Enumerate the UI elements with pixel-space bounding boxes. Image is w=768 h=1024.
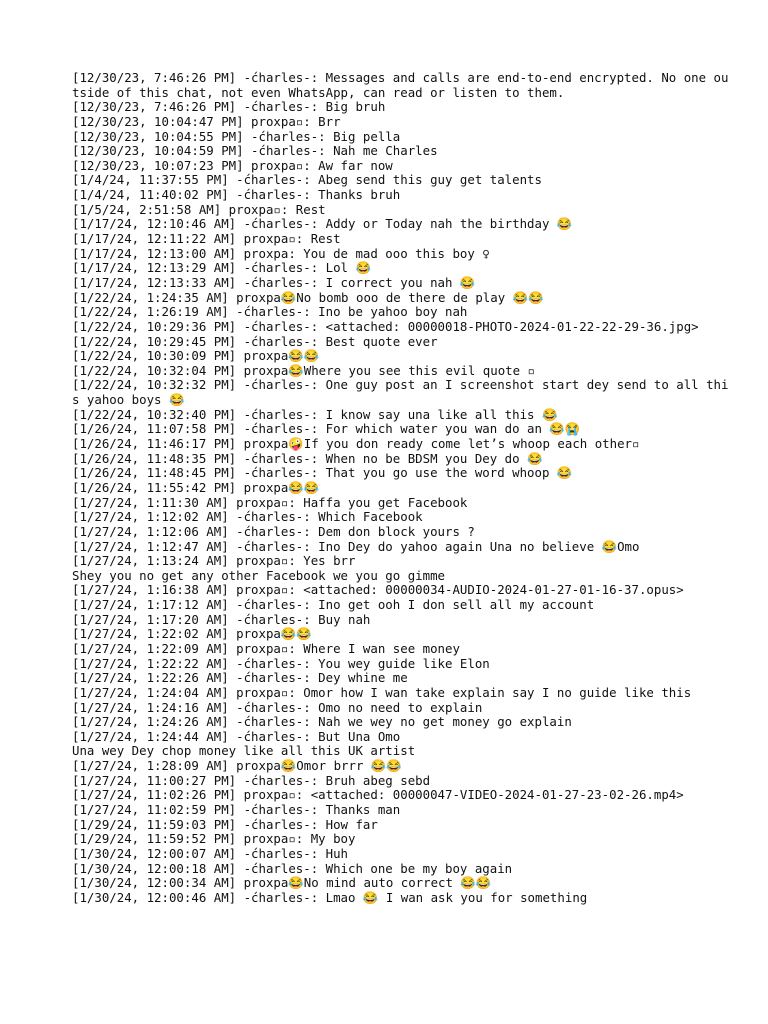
chat-line: [1/22/24, 1:26:19 AM] -ćharles-: Ino be yahoo boy nah	[72, 304, 468, 320]
chat-line: [12/30/23, 7:46:26 PM] -ćharles-: Messages and calls are end-to-end encrypted. No one outside of this chat, not even WhatsApp, can read or listen to them.	[72, 70, 729, 100]
chat-line: [1/27/24, 11:02:26 PM] proxpa▫: <attached: 00000047-VIDEO-2024-01-27-23-02-26.mp4>	[72, 787, 684, 803]
chat-line: [1/27/24, 1:12:06 AM] -ćharles-: Dem don block yours ?	[72, 523, 475, 539]
chat-line: [1/5/24, 2:51:58 AM] proxpa▫: Rest	[72, 201, 326, 217]
chat-line: [12/30/23, 10:04:59 PM] -ćharles-: Nah me Charles	[72, 143, 438, 159]
chat-line: [1/27/24, 1:12:02 AM] -ćharles-: Which Facebook	[72, 509, 423, 525]
chat-line: [1/22/24, 10:32:40 PM] -ćharles-: I know say una like all this 😂	[72, 406, 558, 422]
chat-line: [1/22/24, 10:30:09 PM] proxpa😂😂	[72, 348, 320, 364]
chat-line: [1/27/24, 1:17:12 AM] -ćharles-: Ino get ooh I don sell all my account	[72, 597, 595, 613]
chat-line: [1/26/24, 11:48:45 PM] -ćharles-: That you go use the word whoop 😂	[72, 465, 573, 481]
chat-line: Una wey Dey chop money like all this UK artist	[72, 743, 416, 759]
chat-line: [1/27/24, 1:22:22 AM] -ćharles-: You wey guide like Elon	[72, 655, 490, 671]
chat-line: [1/17/24, 12:10:46 AM] -ćharles-: Addy or Today nah the birthday 😂	[72, 216, 573, 232]
chat-line: [1/27/24, 1:22:26 AM] -ćharles-: Dey whine me	[72, 670, 408, 686]
chat-line: [12/30/23, 10:07:23 PM] proxpa▫: Aw far now	[72, 157, 393, 173]
chat-line: [1/26/24, 11:46:17 PM] proxpa🤪If you don ready come let’s whoop each other▫	[72, 436, 640, 452]
chat-line: [1/27/24, 1:28:09 AM] proxpa😂Omor brrr 😂😂	[72, 758, 402, 774]
chat-line: [1/27/24, 1:17:20 AM] -ćharles-: Buy nah	[72, 611, 371, 627]
chat-line: Shey you no get any other Facebook we you go gimme	[72, 567, 445, 583]
chat-transcript-page	[72, 71, 732, 906]
chat-line: [1/22/24, 10:32:32 PM] -ćharles-: One guy post an I screenshot start dey send to all this yahoo boys 😂	[72, 377, 729, 408]
chat-line: [12/30/23, 7:46:26 PM] -ćharles-: Big bruh	[72, 99, 386, 115]
chat-line: [1/27/24, 11:00:27 PM] -ćharles-: Bruh abeg sebd	[72, 772, 431, 788]
chat-line: [1/22/24, 10:29:36 PM] -ćharles-: <attached: 00000018-PHOTO-2024-01-22-22-29-36.jpg>	[72, 318, 699, 334]
chat-line: [1/27/24, 1:22:09 AM] proxpa▫: Where I wan see money	[72, 640, 460, 656]
chat-line: [1/27/24, 1:24:04 AM] proxpa▫: Omor how I wan take explain say I no guide like this	[72, 684, 692, 700]
chat-line: [1/17/24, 12:13:33 AM] -ćharles-: I correct you nah 😂	[72, 274, 476, 290]
chat-line: [1/4/24, 11:40:02 PM] -ćharles-: Thanks bruh	[72, 187, 401, 203]
chat-line: [1/26/24, 11:55:42 PM] proxpa😂😂	[72, 479, 320, 495]
chat-line: [1/29/24, 11:59:52 PM] proxpa▫: My boy	[72, 831, 356, 847]
chat-line: [1/27/24, 1:24:44 AM] -ćharles-: But Una Omo	[72, 728, 401, 744]
chat-line: [1/30/24, 12:00:18 AM] -ćharles-: Which one be my boy again	[72, 860, 513, 876]
chat-line: [1/30/24, 12:00:46 AM] -ćharles-: Lmao 😂 I wan ask you for something	[72, 889, 588, 905]
chat-line: [12/30/23, 10:04:47 PM] proxpa▫: Brr	[72, 113, 341, 129]
chat-line: [1/27/24, 1:24:16 AM] -ćharles-: Omo no need to explain	[72, 699, 483, 715]
chat-line: [1/26/24, 11:48:35 PM] -ćharles-: When no be BDSM you Dey do 😂	[72, 450, 543, 466]
chat-line: [1/17/24, 12:11:22 AM] proxpa▫: Rest	[72, 231, 341, 247]
chat-line: [1/29/24, 11:59:03 PM] -ćharles-: How far	[72, 816, 378, 832]
chat-line: [1/27/24, 1:16:38 AM] proxpa▫: <attached: 00000034-AUDIO-2024-01-27-01-16-37.opus>	[72, 582, 684, 598]
chat-line: [1/27/24, 1:22:02 AM] proxpa😂😂	[72, 626, 312, 642]
chat-line: [1/22/24, 1:24:35 AM] proxpa😂No bomb ooo de there de play 😂😂	[72, 289, 544, 305]
chat-line: [1/27/24, 11:02:59 PM] -ćharles-: Thanks man	[72, 802, 401, 818]
chat-line: [12/30/23, 10:04:55 PM] -ćharles-: Big pella	[72, 128, 401, 144]
chat-line: [1/27/24, 1:11:30 AM] proxpa▫: Haffa you get Facebook	[72, 494, 468, 510]
chat-line: [1/22/24, 10:29:45 PM] -ćharles-: Best quote ever	[72, 333, 438, 349]
chat-line: [1/30/24, 12:00:07 AM] -ćharles-: Huh	[72, 845, 349, 861]
chat-line: [1/17/24, 12:13:29 AM] -ćharles-: Lol 😂	[72, 260, 371, 276]
chat-line: [1/27/24, 1:13:24 AM] proxpa▫: Yes brr	[72, 553, 356, 569]
chat-line: [1/26/24, 11:07:58 PM] -ćharles-: For which water you wan do an 😂😭	[72, 421, 581, 437]
chat-line: [1/17/24, 12:13:00 AM] proxpa: You de mad ooo this boy ♀	[72, 245, 490, 261]
chat-line: [1/22/24, 10:32:04 PM] proxpa😂Where you see this evil quote ▫	[72, 362, 536, 378]
chat-line: [1/30/24, 12:00:34 AM] proxpa😂No mind auto correct 😂😂	[72, 875, 492, 891]
chat-line: [1/27/24, 1:12:47 AM] -ćharles-: Ino Dey do yahoo again Una no believe 😂Omo	[72, 538, 640, 554]
chat-line: [1/4/24, 11:37:55 PM] -ćharles-: Abeg send this guy get talents	[72, 172, 542, 188]
chat-line: [1/27/24, 1:24:26 AM] -ćharles-: Nah we wey no get money go explain	[72, 714, 572, 730]
